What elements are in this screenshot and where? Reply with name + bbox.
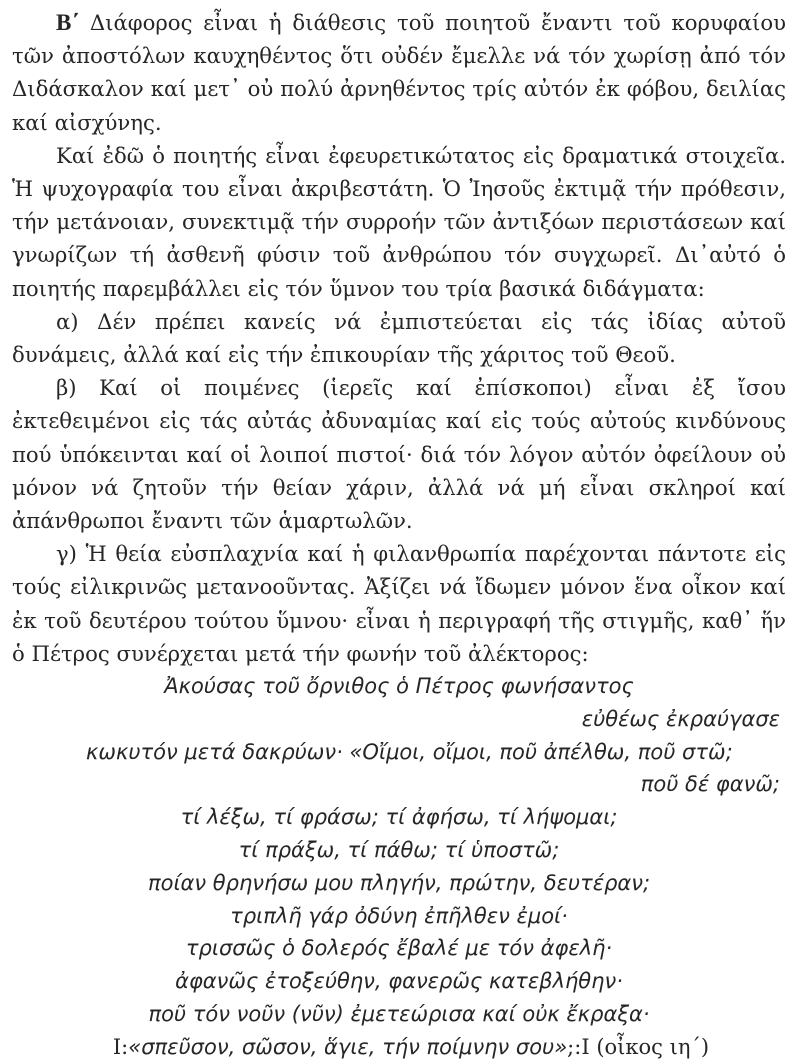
poem-line: τρισσῶς ὁ δολερός ἔβαλέ με τόν ἀφελῆ· xyxy=(185,936,613,961)
refrain-text: «σπεῦσον, σῶσον, ἅγιε, τήν ποίμνην σου» xyxy=(128,1034,568,1059)
poem-line: τί πράξω, τί πάθω; τί ὑποστῶ; xyxy=(238,838,560,863)
poem-line: τί λέξω, τί φράσω; τί ἀφήσω, τί λήψομαι; xyxy=(180,805,618,830)
hymn-excerpt xyxy=(12,670,786,1064)
paragraph-text: Διάφορος εἶναι ἡ διάθεσις τοῦ ποιητοῦ ἔναντι τοῦ κορυφαίου τῶν ἀποστόλων καυχηθέντος ὅτι οὐδέν ἔμελλε νά τόν χωρίσῃ ἀπό τόν Διδάσκαλον καί μετ᾽ οὐ πολύ ἀρνηθέντος τρίς αὐτόν ἐκ φόβου, δειλίας καί αἰσχύνης. xyxy=(12,10,786,135)
paragraph-intro xyxy=(12,6,786,139)
section-label: Β΄ xyxy=(56,10,79,35)
refrain-marker-close: ;:I xyxy=(567,1034,590,1059)
document-page xyxy=(12,6,786,1064)
poem-line: ποῦ δέ φανῶ; xyxy=(640,772,780,797)
paragraph-poet-inventive: Καί ἐδῶ ὁ ποιητής εἶναι ἐφευρετικώτατος εἰς δραματικά στοιχεῖα. Ἡ ψυχογραφία του εἶναι ἀκριβεστάτη. Ὁ Ἰησοῦς ἐκτιμᾷ τήν πρόθεσιν, τήν μετάνοιαν, συνεκτιμᾷ τήν συρροήν τῶν ἀντιξόων περιστάσεων καί γνωρίζων τή ἀσθενῆ φύσιν τοῦ ἀνθρώπου τόν συγχωρεῖ. Δι᾽αὐτό ὁ ποιητής παρεμβάλλει εἰς τόν ὕμνον του τρία βασικά διδάγματα: xyxy=(12,142,786,301)
poem-line: ἀφανῶς ἐτοξεύθην, φανερῶς κατεβλήθην· xyxy=(175,969,623,994)
poem-line: κωκυτόν μετά δακρύων· «Οἴμοι, οἴμοι, ποῦ ἀπέλθω, ποῦ στῶ; xyxy=(86,739,733,764)
poem-line: Ἀκούσας τοῦ ὄρνιθος ὁ Πέτρος φωνήσαντος xyxy=(164,674,634,699)
poem-line: τριπλῆ γάρ ὀδύνη ἐπῆλθεν ἐμοί· xyxy=(230,903,568,928)
poem-line: εὐθέως ἐκραύγασε xyxy=(581,706,780,731)
paragraph-teaching-a: α) Δέν πρέπει κανείς νά ἐμπιστεύεται εἰς τάς ἰδίας αὐτοῦ δυνάμεις, ἀλλά καί εἰς τήν ἐπικουρίαν τῆς χάριτος τοῦ Θεοῦ. xyxy=(12,308,786,368)
refrain-marker-open: I: xyxy=(112,1034,129,1059)
poem-line: ποῦ τόν νοῦν (νῦν) ἐμετεώρισα καί οὐκ ἔκραξα· xyxy=(148,1002,650,1027)
oikos-reference: (οἶκος ιη΄) xyxy=(596,1034,710,1059)
poem-final-line xyxy=(12,1031,786,1064)
paragraph-teaching-c: γ) Ἡ θεία εὐσπλαχνία καί ἡ φιλανθρωπία παρέχονται πάντοτε εἰς τούς εἰλικρινῶς μετανοοῦντας. Ἀξίζει νά ἴδωμεν μόνον ἕνα οἶκον καί ἐκ τοῦ δευτέρου τούτου ὕμνου· εἶναι ἡ περιγραφή τῆς στιγμῆς, καθ᾽ ἥν ὁ Πέτρος συνέρχεται μετά τήν φωνήν τοῦ ἀλέκτορος: xyxy=(12,541,786,666)
paragraph-teaching-b: β) Καί οἱ ποιμένες (ἱερεῖς καί ἐπίσκοποι) εἶναι ἐξ ἴσου ἐκτεθειμένοι εἰς τάς αὐτάς ἀδυναμίας καί εἰς τούς αὐτούς κινδύνους πού ὑπόκεινται καί οἱ λοιποί πιστοί· διά τόν λόγον αὐτόν ὀφείλουν οὐ μόνον νά ζητοῦν τήν θείαν χάριν, ἀλλά νά μή εἶναι σκληροί καί ἀπάνθρωποι ἔναντι τῶν ἁμαρτωλῶν. xyxy=(12,375,786,534)
poem-line: ποίαν θρηνήσω μου πληγήν, πρώτην, δευτέραν; xyxy=(147,870,651,895)
